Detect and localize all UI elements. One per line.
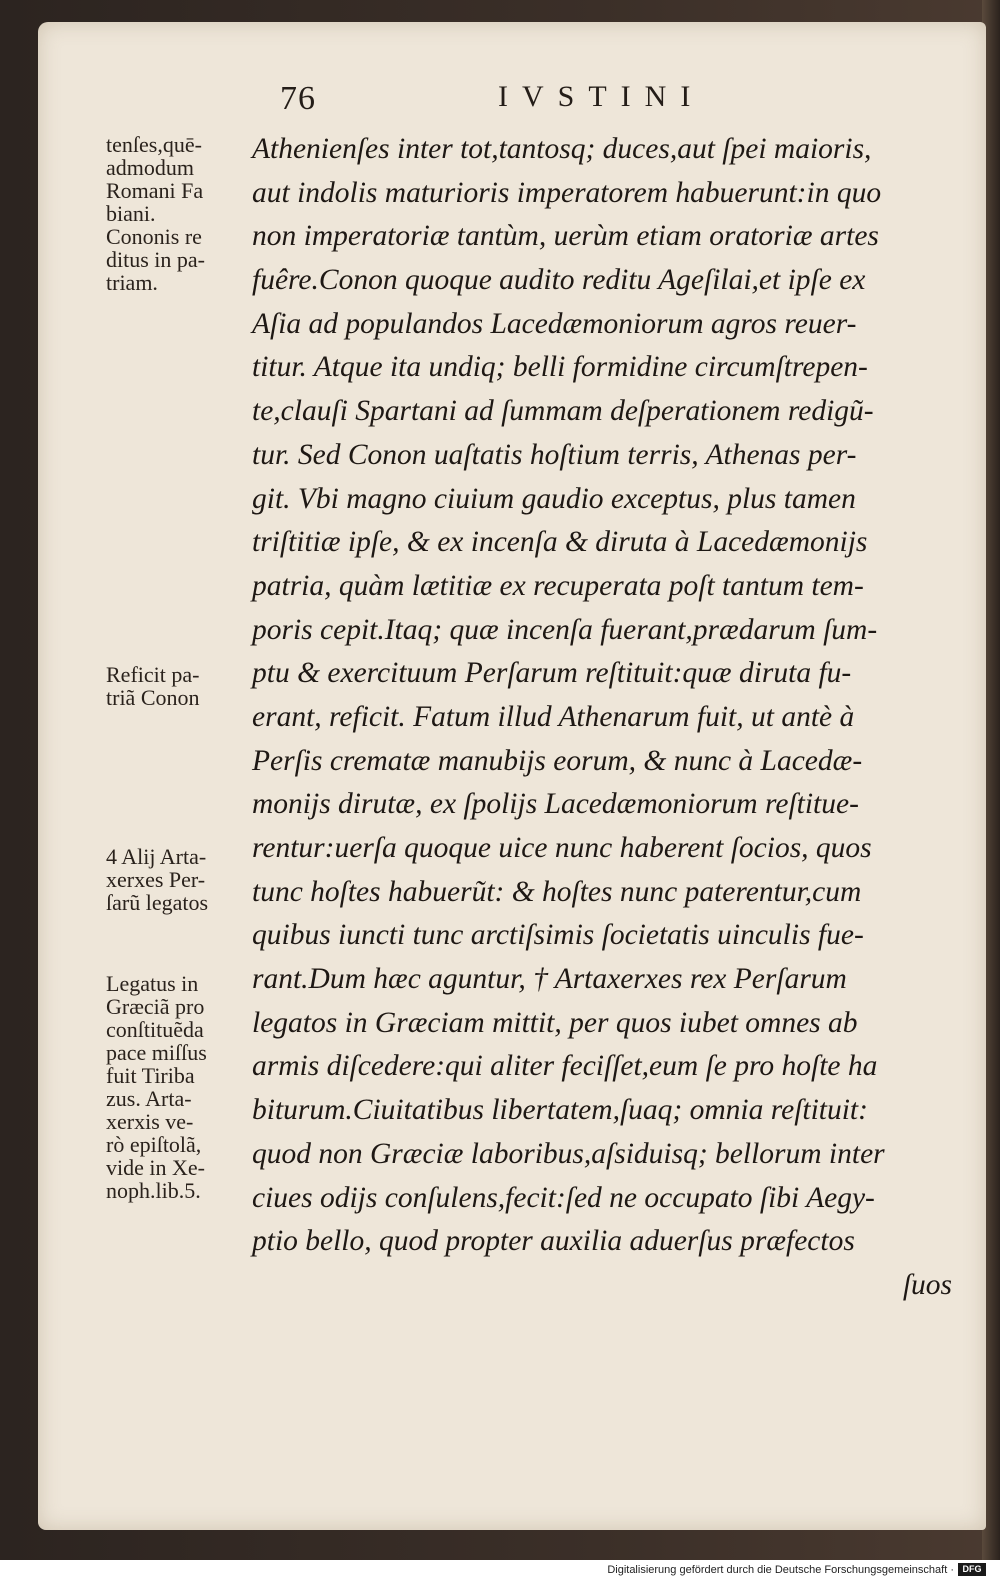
text-line: Aſia ad populandos Lacedæmoniorum agros reuer- (252, 307, 857, 340)
text-line: legatos in Græciam mittit, per quos iubet omnes ab (252, 1006, 858, 1039)
note-line: admodum (106, 155, 194, 180)
text-line: ciues odijs conſulens,fecit:ſed ne occupato ſibi Aegy- (252, 1181, 875, 1214)
text-line: fuêre.Conon quoque audito reditu Ageſilai,et ipſe ex (252, 264, 866, 297)
running-head: IVSTINI (498, 80, 705, 113)
note-line: xerxis ve- (106, 1109, 194, 1134)
text-line: Athenienſes inter tot,tantosq; duces,aut ſpei maioris, (252, 133, 872, 165)
text-line: non imperatoriæ tantùm, uerùm etiam oratoriæ artes (252, 220, 879, 253)
text-line: Perſis crematæ manubijs eorum, & nunc à Lacedæ- (252, 744, 863, 777)
note-line: ſarũ legatos (106, 890, 209, 915)
note-line: tenſes,quē- (106, 132, 202, 157)
text-line: poris cepit.Itaq; quæ incenſa fuerant,prædarum ſum- (252, 613, 878, 646)
text-line: quibus iuncti tunc arctiſsimis ſocietatis uinculis fue- (252, 919, 864, 952)
text-line: te,clauſi Spartani ad ſummam deſperationem redigũ- (252, 395, 874, 428)
note-line: vide in Xe- (106, 1155, 205, 1180)
text-line: patria, quàm lætitiæ ex recuperata poſt tantum tem- (252, 569, 864, 602)
note-line: Græciã pro (106, 994, 205, 1019)
marginal-note-3 (106, 845, 256, 914)
catchword: ſuos (902, 1268, 952, 1301)
note-line: Cononis re (106, 224, 202, 249)
text-line: rentur:uerſa quoque uice nunc haberent ſocios, quos (252, 832, 872, 864)
note-line: Legatus in (106, 971, 199, 996)
marginal-note-4 (106, 972, 256, 1202)
text-line: tur. Sed Conon uaſtatis hoſtium terris, Athenas per- (252, 438, 857, 471)
note-line: Romani Fa (106, 178, 204, 203)
note-line: ditus in pa- (106, 247, 205, 272)
dfg-logo: DFG (958, 1563, 986, 1576)
main-text (252, 128, 952, 1308)
text-line: ptu & exercituum Perſarum reſtituit:quæ diruta fu- (252, 657, 852, 690)
note-line: xerxes Per- (106, 867, 206, 892)
digitization-footer (0, 1560, 1000, 1580)
text-line: titur. Atque ita undiq; belli formidine circumſtrepen- (252, 351, 868, 384)
text-line: git. Vbi magno ciuium gaudio exceptus, plus tamen (252, 482, 856, 515)
note-line: fuit Tiriba (106, 1063, 195, 1088)
page-header (280, 80, 750, 124)
text-line: aut indolis maturioris imperatorem habuerunt:in quo (252, 176, 882, 209)
note-line: 4 Alij Arta- (106, 844, 207, 869)
note-line: Reficit pa- (106, 662, 200, 687)
text-line: tunc hoſtes habuerũt: & hoſtes nunc paterentur,cum (252, 875, 862, 908)
note-line: conſtituẽda (106, 1017, 204, 1042)
note-line: noph.lib.5. (106, 1178, 201, 1203)
text-line: ptio bello, quod propter auxilia aduerſus præfectos (252, 1225, 855, 1258)
text-line: triſtitiæ ipſe, & ex incenſa & diruta à Lacedæmonijs (252, 526, 868, 559)
marginal-note-2 (106, 663, 256, 709)
page-number: 76 (280, 80, 316, 117)
text-line: monijs dirutæ, ex ſpolijs Lacedæmoniorum reſtitue- (252, 788, 859, 821)
text-line: armis diſcedere:qui aliter feciſſet,eum ſe pro hoſte ha (252, 1050, 878, 1083)
funding-text: Digitalisierung gefördert durch die Deutsche Forschungsgemeinschaft · (607, 1564, 954, 1576)
note-line: rò epiſtolã, (106, 1132, 202, 1157)
text-line: biturum.Ciuitatibus libertatem,ſuaq; omnia reſtituit: (252, 1094, 868, 1127)
text-line: quod non Græciæ laboribus,aſsiduisq; bellorum inter (252, 1137, 885, 1170)
marginal-note-1 (106, 133, 256, 294)
note-line: triã Conon (106, 685, 200, 710)
text-line: erant, reficit. Fatum illud Athenarum fuit, ut antè à (252, 700, 855, 733)
note-line: triam. (106, 270, 158, 295)
note-line: zus. Arta- (106, 1086, 192, 1111)
note-line: biani. (106, 201, 156, 226)
note-line: pace miſſus (106, 1040, 207, 1065)
text-line: rant.Dum hæc aguntur, † Artaxerxes rex Perſarum (252, 963, 847, 996)
